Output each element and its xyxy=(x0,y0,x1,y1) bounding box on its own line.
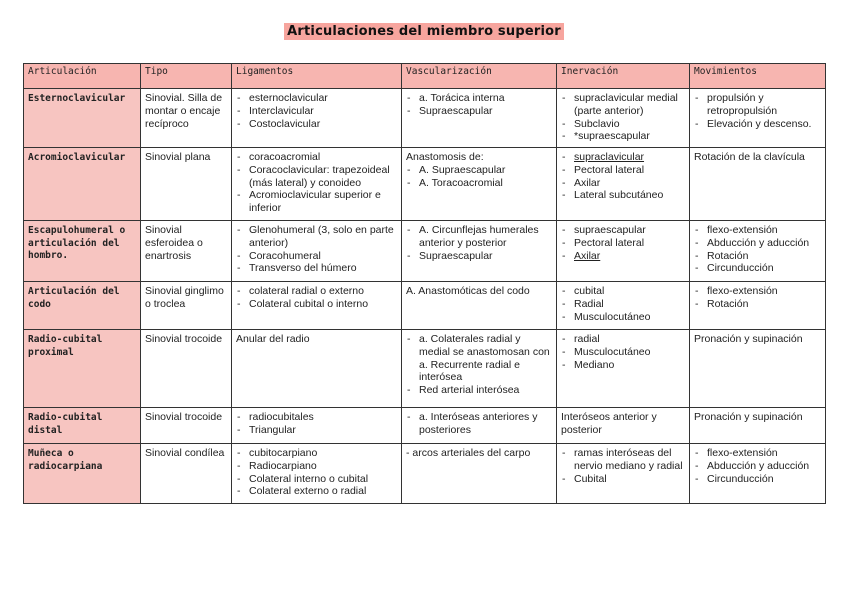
list-item: - esternoclavicular xyxy=(236,92,397,105)
cell-tipo: Sinovial plana xyxy=(141,148,232,221)
list-item: - Glenohumeral (3, solo en parte anterior) xyxy=(236,224,397,250)
list-item: - colateral radial o externo xyxy=(236,285,397,298)
list-item: - Circunducción xyxy=(694,262,821,275)
list-item: - Colateral cubital o interno xyxy=(236,298,397,311)
header-vascularizacion: Vascularización xyxy=(402,64,557,89)
list-item: - Transverso del húmero xyxy=(236,262,397,275)
cell-movimientos: Rotación de la clavícula xyxy=(690,148,826,221)
cell-movimientos xyxy=(690,282,826,330)
cell-inervacion xyxy=(557,330,690,408)
cell-ligamentos xyxy=(232,408,402,444)
header-inervacion: Inervación xyxy=(557,64,690,89)
list-item: - Red arterial interósea xyxy=(406,384,552,397)
list-item: - radiocubitales xyxy=(236,411,397,424)
list-item: - ramas interóseas del nervio mediano y radial xyxy=(561,447,685,473)
list-item: - Colateral externo o radial xyxy=(236,485,397,498)
list-item: - coracoacromial xyxy=(236,151,397,164)
list-item: - supraclavicular xyxy=(561,151,685,164)
list-item: - Abducción y aducción xyxy=(694,237,821,250)
list-item: - Rotación xyxy=(694,298,821,311)
table-row xyxy=(24,444,826,504)
list-item: - Supraescapular xyxy=(406,250,552,263)
cell-tipo: Sinovial. Silla de montar o encaje recíproco xyxy=(141,89,232,148)
cell-inervacion xyxy=(557,89,690,148)
list-item: - Lateral subcutáneo xyxy=(561,189,685,202)
table-row xyxy=(24,282,826,330)
header-tipo: Tipo xyxy=(141,64,232,89)
list-item: - Triangular xyxy=(236,424,397,437)
list-item: - Abducción y aducción xyxy=(694,460,821,473)
cell-tipo: Sinovial trocoide xyxy=(141,330,232,408)
list-item: - Axilar xyxy=(561,250,685,263)
title-container xyxy=(0,22,848,40)
cell-inervacion xyxy=(557,148,690,221)
joints-table xyxy=(23,63,826,504)
cell-vascularizacion: - arcos arteriales del carpo xyxy=(402,444,557,504)
cell-inervacion: Interóseos anterior y posterior xyxy=(557,408,690,444)
cell-articulacion: Esternoclavicular xyxy=(24,89,141,148)
page-title: Articulaciones del miembro superior xyxy=(284,23,564,40)
list-item: - cubital xyxy=(561,285,685,298)
table-row xyxy=(24,89,826,148)
list-item: - Radiocarpiano xyxy=(236,460,397,473)
cell-movimientos xyxy=(690,444,826,504)
list-item: - Coracoclavicular: trapezoideal (más lateral) y conoideo xyxy=(236,164,397,190)
list-item: - Interclavicular xyxy=(236,105,397,118)
list-item: - Axilar xyxy=(561,177,685,190)
list-item: - Musculocutáneo xyxy=(561,311,685,324)
cell-ligamentos xyxy=(232,221,402,282)
list-item: - radial xyxy=(561,333,685,346)
cell-ligamentos xyxy=(232,444,402,504)
cell-inervacion xyxy=(557,444,690,504)
cell-vascularizacion xyxy=(402,221,557,282)
list-item: - Circunducción xyxy=(694,473,821,486)
cell-ligamentos xyxy=(232,282,402,330)
cell-tipo: Sinovial condílea xyxy=(141,444,232,504)
header-movimientos: Movimientos xyxy=(690,64,826,89)
list-item: - Musculocutáneo xyxy=(561,346,685,359)
cell-movimientos: Pronación y supinación xyxy=(690,330,826,408)
list-item: - supraescapular xyxy=(561,224,685,237)
list-item: - Coracohumeral xyxy=(236,250,397,263)
table-row xyxy=(24,148,826,221)
cell-tipo: Sinovial trocoide xyxy=(141,408,232,444)
header-row xyxy=(24,64,826,89)
cell-articulacion: Articulación del codo xyxy=(24,282,141,330)
list-item: - A. Toracoacromial xyxy=(406,177,552,190)
cell-vascularizacion xyxy=(402,330,557,408)
cell-articulacion: Escapulohumeral o articulación del hombro. xyxy=(24,221,141,282)
cell-vascularizacion xyxy=(402,148,557,221)
cell-movimientos xyxy=(690,89,826,148)
list-item: - cubitocarpiano xyxy=(236,447,397,460)
header-ligamentos: Ligamentos xyxy=(232,64,402,89)
cell-articulacion: Muñeca o radiocarpiana xyxy=(24,444,141,504)
vascularizacion-intro: Anastomosis de: xyxy=(406,151,484,163)
list-item: - Rotación xyxy=(694,250,821,263)
cell-movimientos xyxy=(690,221,826,282)
list-item: - flexo-extensión xyxy=(694,285,821,298)
list-item: - *supraescapular xyxy=(561,130,685,143)
list-item: - propulsión y retropropulsión xyxy=(694,92,821,118)
cell-inervacion xyxy=(557,282,690,330)
header-articulacion: Articulación xyxy=(24,64,141,89)
cell-tipo: Sinovial ginglimo o troclea xyxy=(141,282,232,330)
cell-articulacion: Radio-cubital distal xyxy=(24,408,141,444)
list-item: - Cubital xyxy=(561,473,685,486)
cell-vascularizacion xyxy=(402,89,557,148)
cell-articulacion: Radio-cubital proximal xyxy=(24,330,141,408)
cell-vascularizacion: A. Anastomóticas del codo xyxy=(402,282,557,330)
list-item: - Acromioclavicular superior e inferior xyxy=(236,189,397,215)
cell-ligamentos: Anular del radio xyxy=(232,330,402,408)
table-row xyxy=(24,221,826,282)
list-item: - flexo-extensión xyxy=(694,224,821,237)
list-item: - a. Torácica interna xyxy=(406,92,552,105)
list-item: - Pectoral lateral xyxy=(561,237,685,250)
list-item: - Mediano xyxy=(561,359,685,372)
cell-vascularizacion xyxy=(402,408,557,444)
cell-tipo: Sinovial esferoidea o enartrosis xyxy=(141,221,232,282)
list-item: - Supraescapular xyxy=(406,105,552,118)
list-item: - A. Circunflejas humerales anterior y posterior xyxy=(406,224,552,250)
list-item: - a. Colaterales radial y medial se anastomosan con a. Recurrente radial e interósea xyxy=(406,333,552,384)
list-item: - Elevación y descenso. xyxy=(694,118,821,131)
list-item: - Radial xyxy=(561,298,685,311)
list-item: - Pectoral lateral xyxy=(561,164,685,177)
cell-ligamentos xyxy=(232,148,402,221)
cell-movimientos: Pronación y supinación xyxy=(690,408,826,444)
list-item: - a. Interóseas anteriores y posteriores xyxy=(406,411,552,437)
cell-articulacion: Acromioclavicular xyxy=(24,148,141,221)
cell-inervacion xyxy=(557,221,690,282)
list-item: - Subclavio xyxy=(561,118,685,131)
list-item: - flexo-extensión xyxy=(694,447,821,460)
list-item: - A. Supraescapular xyxy=(406,164,552,177)
cell-ligamentos xyxy=(232,89,402,148)
table-row xyxy=(24,330,826,408)
list-item: - supraclavicular medial (parte anterior) xyxy=(561,92,685,118)
table-row xyxy=(24,408,826,444)
list-item: - Costoclavicular xyxy=(236,118,397,131)
list-item: - Colateral interno o cubital xyxy=(236,473,397,486)
